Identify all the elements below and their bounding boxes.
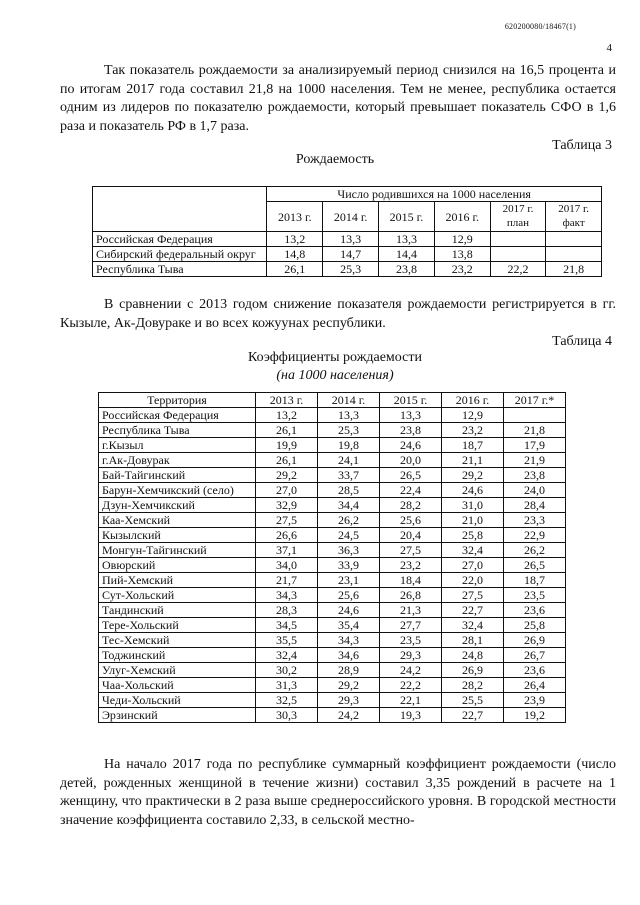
table3-year-header: 2015 г. bbox=[379, 202, 435, 232]
cell: 19,9 bbox=[256, 438, 318, 453]
cell: 13,3 bbox=[380, 408, 442, 423]
cell: 23,8 bbox=[380, 423, 442, 438]
territory-name: г.Кызыл bbox=[99, 438, 256, 453]
cell: 23,3 bbox=[504, 513, 566, 528]
cell: 37,1 bbox=[256, 543, 318, 558]
table-row bbox=[99, 498, 566, 513]
cell: 26,9 bbox=[504, 633, 566, 648]
page-number: 4 bbox=[606, 42, 612, 54]
column-header: 2016 г. bbox=[442, 393, 504, 408]
cell: 25,3 bbox=[318, 423, 380, 438]
cell: 32,4 bbox=[442, 543, 504, 558]
row-name: Российская Федерация bbox=[93, 232, 267, 247]
territory-name: Пий-Хемский bbox=[99, 573, 256, 588]
cell bbox=[546, 232, 602, 247]
cell: 22,9 bbox=[504, 528, 566, 543]
document-number: 620200080/18467(1) bbox=[504, 22, 576, 31]
table-row bbox=[93, 232, 602, 247]
table3-year-header: 2014 г. bbox=[323, 202, 379, 232]
cell: 26,2 bbox=[318, 513, 380, 528]
cell: 26,1 bbox=[256, 453, 318, 468]
cell: 34,3 bbox=[256, 588, 318, 603]
territory-name: Тандинский bbox=[99, 603, 256, 618]
cell: 36,3 bbox=[318, 543, 380, 558]
cell: 23,1 bbox=[318, 573, 380, 588]
table-row bbox=[99, 693, 566, 708]
cell: 26,8 bbox=[380, 588, 442, 603]
cell: 24,5 bbox=[318, 528, 380, 543]
cell: 18,4 bbox=[380, 573, 442, 588]
cell: 18,7 bbox=[504, 573, 566, 588]
fact-label: факт bbox=[562, 217, 585, 229]
cell: 23,9 bbox=[504, 693, 566, 708]
cell: 13,8 bbox=[434, 247, 490, 262]
territory-name: Кызылский bbox=[99, 528, 256, 543]
cell: 20,4 bbox=[380, 528, 442, 543]
territory-name: г.Ак-Довурак bbox=[99, 453, 256, 468]
cell: 22,7 bbox=[442, 708, 504, 723]
cell: 32,4 bbox=[256, 648, 318, 663]
cell: 29,2 bbox=[256, 468, 318, 483]
table3-empty-header bbox=[93, 187, 267, 232]
cell: 24,6 bbox=[442, 483, 504, 498]
table3-title: Рождаемость bbox=[295, 152, 375, 167]
cell: 27,5 bbox=[442, 588, 504, 603]
territory-name: Российская Федерация bbox=[99, 408, 256, 423]
cell: 14,8 bbox=[267, 247, 323, 262]
cell: 32,4 bbox=[442, 618, 504, 633]
table-row bbox=[99, 423, 566, 438]
birth-rate-table bbox=[92, 186, 602, 277]
table-row bbox=[99, 513, 566, 528]
cell bbox=[546, 247, 602, 262]
cell: 23,5 bbox=[380, 633, 442, 648]
cell: 23,5 bbox=[504, 588, 566, 603]
cell: 23,2 bbox=[442, 423, 504, 438]
cell: 19,3 bbox=[380, 708, 442, 723]
cell: 26,7 bbox=[504, 648, 566, 663]
cell: 34,6 bbox=[318, 648, 380, 663]
table-row bbox=[99, 603, 566, 618]
cell: 27,7 bbox=[380, 618, 442, 633]
cell: 21,7 bbox=[256, 573, 318, 588]
table-row bbox=[99, 588, 566, 603]
table-row bbox=[93, 262, 602, 277]
cell: 19,8 bbox=[318, 438, 380, 453]
table3-plan-header bbox=[490, 202, 546, 232]
cell: 13,3 bbox=[379, 232, 435, 247]
table3-group-header: Число родившихся на 1000 населения bbox=[267, 187, 602, 202]
cell: 13,3 bbox=[323, 232, 379, 247]
cell: 24,2 bbox=[318, 708, 380, 723]
cell: 22,0 bbox=[442, 573, 504, 588]
table-row bbox=[99, 573, 566, 588]
cell: 30,3 bbox=[256, 708, 318, 723]
cell: 21,8 bbox=[504, 423, 566, 438]
cell: 27,0 bbox=[442, 558, 504, 573]
paragraph-3: На начало 2017 года по республике суммарный коэффициент рождаемости (число детей, рожденных женщиной в течение жизни) составил 3,35 рождений в расчете на 1 женщину, что практически в 2 раза выше среднероссийского уровня. В городской местности значение коэффициента составило 2,33, в сельской местно- bbox=[60, 757, 616, 828]
cell: 13,3 bbox=[318, 408, 380, 423]
table-row bbox=[99, 543, 566, 558]
territory-name: Республика Тыва bbox=[99, 423, 256, 438]
cell: 14,4 bbox=[379, 247, 435, 262]
table3-year-header: 2013 г. bbox=[267, 202, 323, 232]
cell: 29,3 bbox=[318, 693, 380, 708]
cell: 23,8 bbox=[379, 262, 435, 277]
table-row bbox=[93, 247, 602, 262]
table-row bbox=[99, 708, 566, 723]
table-row bbox=[99, 408, 566, 423]
cell: 21,9 bbox=[504, 453, 566, 468]
cell: 12,9 bbox=[442, 408, 504, 423]
table-row bbox=[99, 648, 566, 663]
territory-name: Тере-Хольский bbox=[99, 618, 256, 633]
territory-name: Барун-Хемчикский (село) bbox=[99, 483, 256, 498]
cell: 25,5 bbox=[442, 693, 504, 708]
cell: 28,2 bbox=[380, 498, 442, 513]
cell: 28,3 bbox=[256, 603, 318, 618]
table3-caption: Таблица 3 bbox=[552, 138, 612, 153]
cell: 22,1 bbox=[380, 693, 442, 708]
cell: 27,0 bbox=[256, 483, 318, 498]
cell bbox=[490, 232, 546, 247]
cell: 25,6 bbox=[318, 588, 380, 603]
cell: 26,6 bbox=[256, 528, 318, 543]
cell: 35,5 bbox=[256, 633, 318, 648]
cell: 27,5 bbox=[380, 543, 442, 558]
cell: 22,2 bbox=[490, 262, 546, 277]
cell bbox=[504, 408, 566, 423]
territory-name: Эрзинский bbox=[99, 708, 256, 723]
cell: 25,8 bbox=[504, 618, 566, 633]
cell: 26,5 bbox=[504, 558, 566, 573]
cell: 28,5 bbox=[318, 483, 380, 498]
cell: 29,2 bbox=[442, 468, 504, 483]
table-row bbox=[99, 468, 566, 483]
cell: 21,3 bbox=[380, 603, 442, 618]
paragraph-2: В сравнении с 2013 годом снижение показателя рождаемости регистрируется в гг. Кызыле, Ак-Довураке и во всех кожуунах республики. bbox=[60, 297, 616, 331]
territory-name: Чаа-Хольский bbox=[99, 678, 256, 693]
cell: 22,2 bbox=[380, 678, 442, 693]
cell: 21,0 bbox=[442, 513, 504, 528]
cell: 29,2 bbox=[318, 678, 380, 693]
cell: 31,3 bbox=[256, 678, 318, 693]
territory-name: Овюрский bbox=[99, 558, 256, 573]
column-header: 2014 г. bbox=[318, 393, 380, 408]
cell: 18,7 bbox=[442, 438, 504, 453]
table-row bbox=[99, 558, 566, 573]
cell: 34,3 bbox=[318, 633, 380, 648]
cell: 25,6 bbox=[380, 513, 442, 528]
cell: 32,9 bbox=[256, 498, 318, 513]
plan-year: 2017 г. bbox=[502, 203, 534, 215]
table3-year-header: 2016 г. bbox=[434, 202, 490, 232]
cell: 23,2 bbox=[434, 262, 490, 277]
cell: 31,0 bbox=[442, 498, 504, 513]
table4-caption: Таблица 4 bbox=[552, 334, 612, 349]
cell: 33,9 bbox=[318, 558, 380, 573]
cell: 32,5 bbox=[256, 693, 318, 708]
cell: 13,2 bbox=[267, 232, 323, 247]
column-header: 2015 г. bbox=[380, 393, 442, 408]
table4-body bbox=[99, 408, 566, 723]
table-row bbox=[99, 453, 566, 468]
plan-label: план bbox=[506, 217, 530, 229]
row-name: Сибирский федеральный округ bbox=[93, 247, 267, 262]
cell: 27,5 bbox=[256, 513, 318, 528]
cell: 26,1 bbox=[256, 423, 318, 438]
cell: 21,8 bbox=[546, 262, 602, 277]
cell: 19,2 bbox=[504, 708, 566, 723]
cell: 25,3 bbox=[323, 262, 379, 277]
cell: 24,1 bbox=[318, 453, 380, 468]
cell: 23,6 bbox=[504, 663, 566, 678]
cell: 26,2 bbox=[504, 543, 566, 558]
territory-name: Монгун-Тайгинский bbox=[99, 543, 256, 558]
cell: 12,9 bbox=[434, 232, 490, 247]
cell: 28,4 bbox=[504, 498, 566, 513]
cell: 24,6 bbox=[318, 603, 380, 618]
row-name: Республика Тыва bbox=[93, 262, 267, 277]
territory-name: Бай-Тайгинский bbox=[99, 468, 256, 483]
column-header: Территория bbox=[99, 393, 256, 408]
cell: 35,4 bbox=[318, 618, 380, 633]
cell: 24,0 bbox=[504, 483, 566, 498]
territory-name: Каа-Хемский bbox=[99, 513, 256, 528]
cell: 28,9 bbox=[318, 663, 380, 678]
cell: 34,5 bbox=[256, 618, 318, 633]
table-row bbox=[99, 678, 566, 693]
paragraph-1: Так показатель рождаемости за анализируемый период снизился на 16,5 процента и по итогам 2017 года составил 21,8 на 1000 населения. Тем не менее, республика остается одним из лидеров по показателю рождаемости, который превышает показатель СФО в 1,6 раза и показатель РФ в 1,7 раза. bbox=[60, 63, 616, 134]
column-header: 2017 г.* bbox=[504, 393, 566, 408]
birth-coefficients-table bbox=[98, 392, 566, 723]
cell: 29,3 bbox=[380, 648, 442, 663]
territory-name: Тоджинский bbox=[99, 648, 256, 663]
table-row bbox=[99, 633, 566, 648]
table3-fact-header bbox=[546, 202, 602, 232]
territory-name: Дзун-Хемчикский bbox=[99, 498, 256, 513]
cell: 20,0 bbox=[380, 453, 442, 468]
territory-name: Тес-Хемский bbox=[99, 633, 256, 648]
cell: 26,5 bbox=[380, 468, 442, 483]
cell: 28,2 bbox=[442, 678, 504, 693]
territory-name: Чеди-Хольский bbox=[99, 693, 256, 708]
cell: 23,2 bbox=[380, 558, 442, 573]
territory-name: Улуг-Хемский bbox=[99, 663, 256, 678]
cell: 22,7 bbox=[442, 603, 504, 618]
cell: 25,8 bbox=[442, 528, 504, 543]
cell: 23,8 bbox=[504, 468, 566, 483]
cell: 24,8 bbox=[442, 648, 504, 663]
table-row bbox=[99, 618, 566, 633]
table4-subtitle: (на 1000 населения) bbox=[276, 368, 394, 383]
cell: 34,4 bbox=[318, 498, 380, 513]
cell: 28,1 bbox=[442, 633, 504, 648]
table4-title: Коэффициенты рождаемости bbox=[248, 350, 422, 365]
territory-name: Сут-Хольский bbox=[99, 588, 256, 603]
column-header: 2013 г. bbox=[256, 393, 318, 408]
cell: 17,9 bbox=[504, 438, 566, 453]
table-row bbox=[99, 663, 566, 678]
fact-year: 2017 г. bbox=[558, 203, 590, 215]
cell: 14,7 bbox=[323, 247, 379, 262]
cell: 22,4 bbox=[380, 483, 442, 498]
cell: 26,1 bbox=[267, 262, 323, 277]
cell: 24,2 bbox=[380, 663, 442, 678]
table-row bbox=[99, 483, 566, 498]
cell: 24,6 bbox=[380, 438, 442, 453]
cell: 23,6 bbox=[504, 603, 566, 618]
cell: 26,9 bbox=[442, 663, 504, 678]
cell bbox=[490, 247, 546, 262]
table-row bbox=[99, 438, 566, 453]
table-row bbox=[99, 528, 566, 543]
cell: 33,7 bbox=[318, 468, 380, 483]
cell: 34,0 bbox=[256, 558, 318, 573]
cell: 21,1 bbox=[442, 453, 504, 468]
cell: 13,2 bbox=[256, 408, 318, 423]
cell: 26,4 bbox=[504, 678, 566, 693]
cell: 30,2 bbox=[256, 663, 318, 678]
